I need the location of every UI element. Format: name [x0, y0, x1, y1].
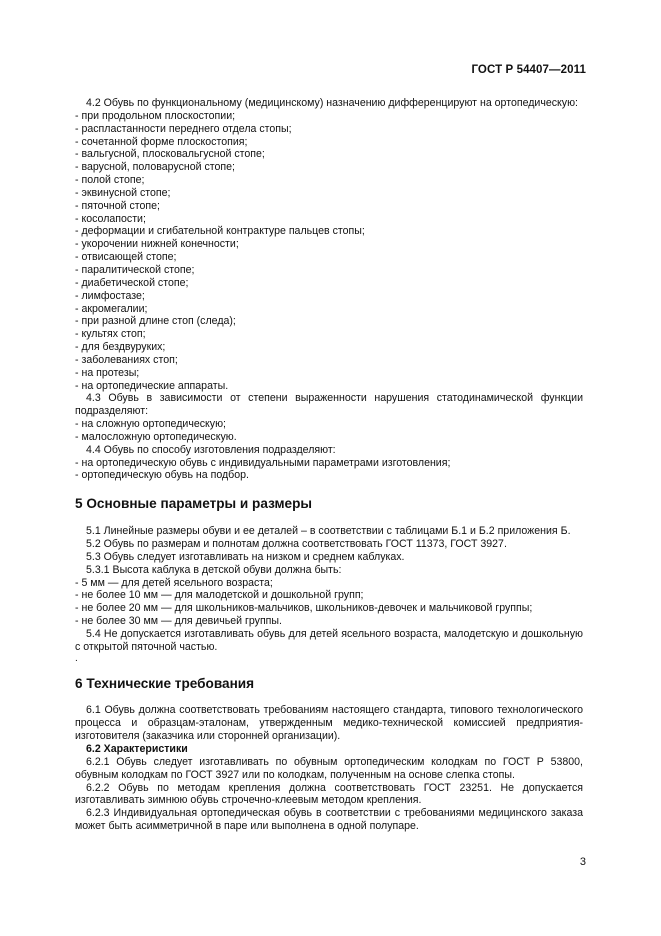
document-body: [75, 97, 583, 833]
list-item: - косолапости;: [75, 212, 146, 225]
clause-5-3: 5.3 Обувь следует изготавливать на низком и среднем каблуках.: [86, 550, 405, 563]
list-item: - заболеваниях стоп;: [75, 353, 178, 366]
list-item: - варусной, половарусной стопе;: [75, 161, 235, 174]
clause-6-1: 6.1 Обувь должна соответствовать требованиям настоящего стандарта, типового технологического процесса и образцам-эталонам, утвержденным медико-технической комиссией предприятия-изготовителя (заказчика или сторонней организации).: [75, 704, 583, 743]
section-6-heading: 6 Технические требования: [75, 675, 255, 691]
list-item: - на протезы;: [75, 366, 140, 379]
list-item: - при продольном плоскостопии;: [75, 109, 236, 122]
list-item: - не более 30 мм — для девичьей группы.: [75, 615, 282, 628]
clause-4-4-list: [75, 457, 583, 483]
clause-6-2-1: 6.2.1 Обувь следует изготавливать по обувным ортопедическим колодкам по ГОСТ Р 53800, обувным колодкам по ГОСТ 3927 или по колодкам, полученным на основе слепка стопы.: [75, 755, 583, 781]
heel-height-list: [75, 577, 583, 628]
section-5-heading: 5 Основные параметры и размеры: [75, 496, 313, 512]
clause-6-2-3: 6.2.3 Индивидуальная ортопедическая обувь в соответствии с требованиями медицинского заказа может быть асимметричной в паре или выполнена в одной полупаре.: [75, 807, 583, 833]
list-item: - деформации и сгибательной контрактуре пальцев стопы;: [75, 225, 365, 238]
list-item: - пяточной стопе;: [75, 199, 160, 212]
clause-5-4: 5.4 Не допускается изготавливать обувь для детей ясельного возраста, малодетскую и дошкольную с открытой пяточной частью.: [75, 627, 583, 653]
list-item: - лимфостазе;: [75, 289, 145, 302]
list-item: - полой стопе;: [75, 174, 145, 187]
list-item: - сочетанной форме плоскостопия;: [75, 135, 248, 148]
clause-4-4-intro: 4.4 Обувь по способу изготовления подразделяют:: [86, 443, 336, 456]
list-item: - распластанности переднего отдела стопы;: [75, 122, 292, 135]
list-item: - малосложную ортопедическую.: [75, 430, 237, 443]
clause-5-1: 5.1 Линейные размеры обуви и ее деталей – в соответствии с таблицами Б.1 и Б.2 приложения Б.: [86, 525, 571, 538]
page-number: 3: [579, 856, 586, 868]
list-item: - на ортопедические аппараты.: [75, 379, 229, 392]
clause-5-3-1: 5.3.1 Высота каблука в детской обуви должна быть:: [86, 563, 342, 576]
list-item: - ортопедическую обувь на подбор.: [75, 469, 249, 482]
list-item: - укорочении нижней конечности;: [75, 238, 239, 251]
standard-code-header: ГОСТ Р 54407—2011: [471, 64, 586, 76]
stray-mark: .: [75, 652, 78, 664]
list-item: - акромегалии;: [75, 302, 148, 315]
clause-5-2: 5.2 Обувь по размерам и полнотам должна соответствовать ГОСТ 11373, ГОСТ 3927.: [86, 538, 507, 550]
clause-4-2-intro: 4.2 Обувь по функциональному (медицинскому) назначению дифференцируют на ортопедическую:: [86, 97, 578, 109]
list-item: - культях стоп;: [75, 328, 146, 341]
list-item: - не более 20 мм — для школьников-мальчиков, школьников-девочек и мальчиковой группы;: [75, 602, 533, 615]
list-item: - вальгусной, плосковальгусной стопе;: [75, 148, 265, 161]
clause-4-3-list: [75, 418, 583, 444]
list-item: - паралитической стопе;: [75, 263, 195, 276]
list-item: - не более 10 мм — для малодетской и дошкольной групп;: [75, 589, 364, 602]
clause-4-3-intro: 4.3 Обувь в зависимости от степени выраженности нарушения статодинамической функции подразделяют:: [75, 392, 583, 418]
clause-4-2-list: [75, 110, 583, 393]
list-item: - при разной длине стоп (следа);: [75, 315, 236, 328]
list-item: - для бездвуруких;: [75, 341, 166, 354]
list-item: - на ортопедическую обувь с индивидуальными параметрами изготовления;: [75, 456, 451, 469]
clause-6-2-heading: 6.2 Характеристики: [86, 742, 188, 755]
clause-6-2-2: 6.2.2 Обувь по методам крепления должна соответствовать ГОСТ 23251. Не допускается изготавливать зимнюю обувь строчечно-клеевым методом крепления.: [75, 781, 583, 807]
list-item: - диабетической стопе;: [75, 276, 189, 289]
list-item: - отвисающей стопе;: [75, 251, 177, 264]
list-item: - на сложную ортопедическую;: [75, 418, 226, 431]
list-item: - эквинусной стопе;: [75, 186, 171, 199]
list-item: - 5 мм — для детей ясельного возраста;: [75, 576, 273, 589]
